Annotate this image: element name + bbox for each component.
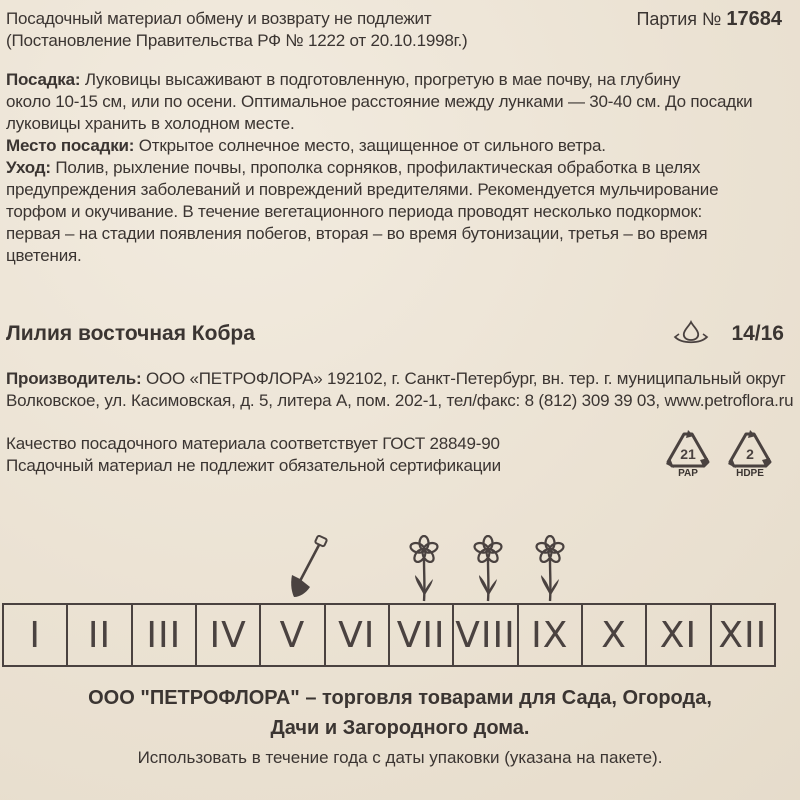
planting-line-1: Посадка: Луковицы высаживают в подготовленную, прогретую в мае почву, на глубину <box>6 70 681 89</box>
batch-value: 17684 <box>726 8 782 30</box>
manufacturer-line-1: Производитель: ООО «ПЕТРОФЛОРА» 192102, г. Санкт-Петербург, вн. тер. г. муниципальный округ <box>6 369 786 388</box>
bulb-icon <box>672 320 710 346</box>
usage-note: Использовать в течение года с даты упаковки (указана на пакете). <box>137 748 663 767</box>
month-cell: V <box>261 605 325 665</box>
company-slogan <box>0 683 800 743</box>
recycle-mark-hdpe <box>726 428 774 480</box>
manufacturer-label: Производитель: <box>6 369 142 388</box>
care-line-2: предупреждения заболеваний и повреждений вредителями. Рекомендуется мульчирование <box>6 180 719 199</box>
batch-number <box>636 8 782 31</box>
notice-line-2: (Постановление Правительства РФ № 1222 от 20.10.1998г.) <box>6 31 468 50</box>
site-line: Место посадки: Открытое солнечное место, защищенное от сильного ветра. <box>6 136 606 155</box>
recycle-code: 21 <box>680 446 696 462</box>
recycle-mark-pap <box>664 428 712 480</box>
recycle-icon <box>664 428 712 470</box>
spade-icon <box>286 535 332 601</box>
month-cell: II <box>68 605 132 665</box>
month-cell: III <box>133 605 197 665</box>
month-cell: X <box>583 605 647 665</box>
manufacturer-line-2: Волковское, ул. Касимовская, д. 5, литера А, пом. 202-1, тел/факс: 8 (812) 309 39 03, www.petroflora.ru <box>6 391 794 410</box>
care-line-3: торфом и окучивание. В течение вегетационного периода проводят несколько подкормок: <box>6 202 703 221</box>
planting-line-2: около 10-15 см, или по осени. Оптимальное расстояние между лунками — 30-40 см. До посадки <box>6 92 753 111</box>
flower-icon <box>533 535 567 603</box>
recycle-code: 2 <box>746 446 754 462</box>
care-instructions <box>6 69 796 267</box>
recycle-icon <box>726 428 774 470</box>
month-cell: XI <box>647 605 711 665</box>
care-line-5: цветения. <box>6 246 82 265</box>
slogan-line-1: ООО "ПЕТРОФЛОРА" – торговля товарами для Сада, Огорода, <box>88 687 712 709</box>
flower-icon <box>471 535 505 603</box>
manufacturer-info <box>6 368 793 412</box>
batch-label: Партия № <box>636 9 722 29</box>
planting-label: Посадка: <box>6 70 81 89</box>
care-label: Уход: <box>6 158 51 177</box>
notice-line-1: Посадочный материал обмену и возврату не подлежит <box>6 9 432 28</box>
month-cell: VI <box>326 605 390 665</box>
recycle-label: HDPE <box>736 468 764 479</box>
month-cell: IV <box>197 605 261 665</box>
recycle-label: PAP <box>678 468 698 479</box>
month-cell: XII <box>718 614 768 656</box>
bulb-size: 14/16 <box>731 322 784 345</box>
month-cell: VII <box>390 605 454 665</box>
certification-line-1: Качество посадочного материала соответствует ГОСТ 28849-90 <box>6 434 500 453</box>
care-line-4: первая – на стадии появления побегов, вторая – во время бутонизации, третья – во время <box>6 224 708 243</box>
planting-line-3: луковицы хранить в холодном месте. <box>6 114 295 133</box>
site-label: Место посадки: <box>6 136 135 155</box>
certification-info <box>6 433 501 477</box>
care-line-1: Уход: Полив, рыхление почвы, прополка сорняков, профилактическая обработка в целях <box>6 158 701 177</box>
month-cell: IX <box>519 605 583 665</box>
month-cell: VIII <box>454 605 518 665</box>
month-cell: I <box>4 605 68 665</box>
slogan-line-2: Дачи и Загородного дома. <box>270 717 530 739</box>
product-name: Лилия восточная Кобра <box>6 322 255 345</box>
planting-calendar <box>2 603 776 667</box>
certification-line-2: Псадочный материал не подлежит обязательной сертификации <box>6 456 501 475</box>
flower-icon <box>407 535 441 603</box>
non-return-notice <box>6 8 468 52</box>
